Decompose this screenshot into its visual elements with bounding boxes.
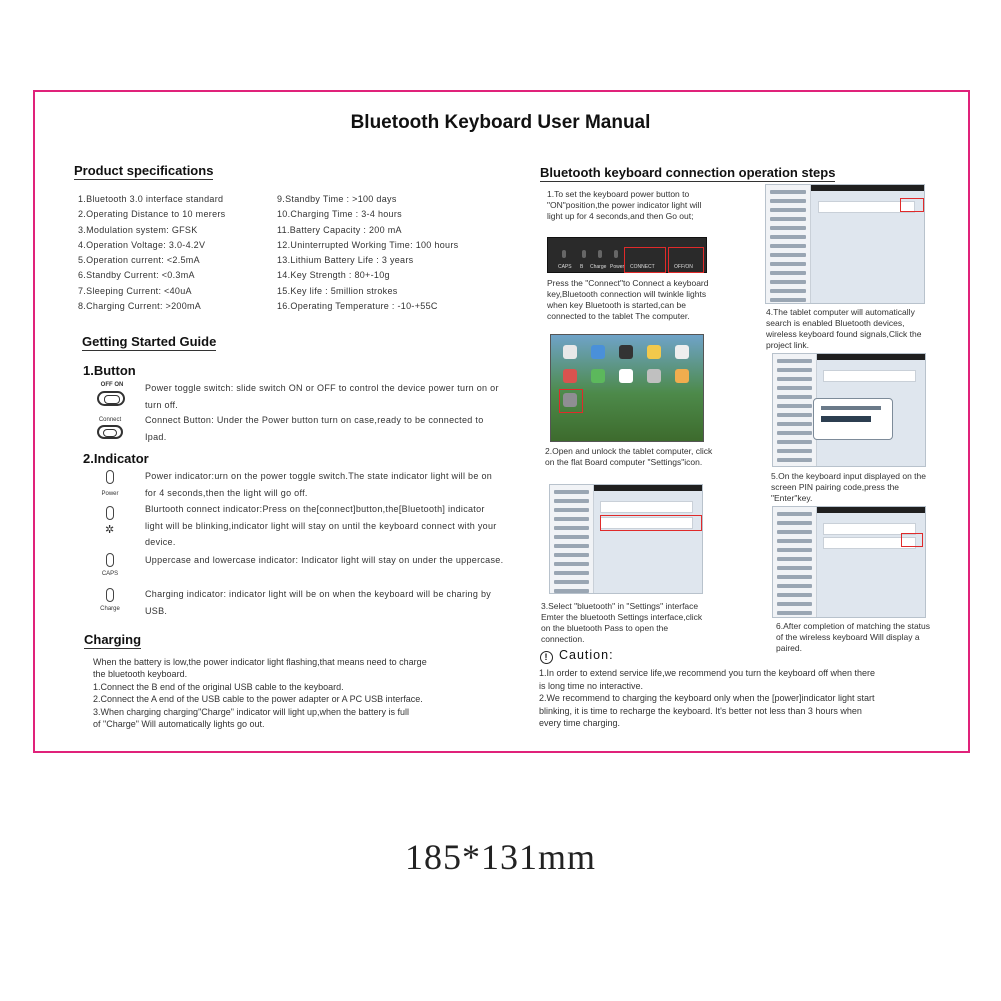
bluetooth-indicator-desc: Blurtooth connect indicator:Press on the[connect]button,the[Bluetooth] indicator light will be blinking,indicator light will stay on until the keyboard connect with your device. — [145, 504, 497, 547]
pin-pairing-screenshot — [772, 353, 926, 467]
caution-line: blinking, it is time to recharge the keyboard. It's better not less than 3 hours when — [539, 705, 862, 716]
paired-status-screenshot — [772, 506, 926, 618]
off-on-label: OFF ON — [100, 382, 124, 388]
charge-led-icon — [106, 588, 114, 602]
charging-heading: Charging — [84, 632, 142, 647]
step-4-text: 4.The tablet computer will automatically search is enabled Bluetooth devices, wireless keyboard found signals,Click the project link. — [766, 307, 922, 350]
device-search-screenshot — [765, 184, 925, 304]
steps-heading: Bluetooth keyboard connection operation steps — [540, 165, 836, 180]
spec-item: 2.Operating Distance to 10 merers — [78, 209, 226, 220]
charging-line: 3.When charging charging"Charge" indicator will light up,when the battery is full — [93, 706, 410, 717]
charge-indicator-desc: Charging indicator: indicator light will be on when the keyboard will be charing by USB. — [145, 589, 492, 616]
caution-text — [539, 667, 875, 730]
power-led-icon — [106, 470, 114, 484]
kbd-label: CONNECT — [630, 264, 655, 270]
caution-line: every time charging. — [539, 718, 621, 729]
kbd-label: CAPS — [558, 264, 572, 270]
power-toggle-desc: Power toggle switch: slide switch ON or OFF to control the device power turn on or turn off. — [145, 383, 499, 410]
guide-heading: Getting Started Guide — [82, 334, 217, 349]
spec-item: 15.Key life : 5million strokes — [277, 285, 398, 296]
spec-item: 10.Charging Time : 3-4 hours — [277, 209, 402, 220]
spec-item: 11.Battery Capacity : 200 mA — [277, 224, 402, 235]
kbd-label: OFF/ON — [674, 264, 693, 270]
spec-item: 5.Operation current: <2.5mA — [78, 255, 200, 266]
keyboard-photo — [547, 237, 707, 273]
bluetooth-led-icon — [106, 506, 114, 520]
charging-text — [93, 656, 427, 730]
charging-line: When the battery is low,the power indicator light flashing,that means need to charge — [93, 657, 427, 667]
caps-label: CAPS — [101, 571, 119, 577]
specs-heading: Product specifications — [74, 163, 214, 178]
spec-item: 14.Key Strength : 80+-10g — [277, 270, 390, 281]
caution-heading — [540, 648, 614, 664]
tablet-home-screenshot — [550, 334, 704, 442]
button-heading: 1.Button — [83, 363, 136, 378]
kbd-label: Power — [610, 264, 625, 270]
caution-line: 1.In order to extend service life,we recommend you turn the keyboard off when there — [539, 668, 876, 678]
manual-title: Bluetooth Keyboard User Manual — [350, 112, 651, 133]
bluetooth-settings-screenshot — [549, 484, 703, 594]
spec-item: 8.Charging Current: >200mA — [78, 301, 202, 312]
step-6-text: 6.After completion of matching the status of the wireless keyboard Will display a paired. — [776, 621, 931, 653]
spec-item: 9.Standby Time : >100 days — [277, 194, 397, 204]
spec-item: 7.Sleeping Current: <40uA — [78, 285, 192, 296]
bluetooth-icon: ✲ — [105, 524, 115, 536]
specs-right-list — [277, 192, 458, 314]
connect-label: Connect — [98, 417, 122, 423]
warning-icon: ! — [540, 651, 553, 664]
caution-label: Caution: — [559, 648, 614, 662]
spec-item: 1.Bluetooth 3.0 interface standard — [78, 194, 224, 204]
caution-line: 2.We recommend to charging the keyboard only when the [power]indicator light start — [539, 693, 875, 704]
spec-item: 12.Uninterrupted Working Time: 100 hours — [277, 239, 459, 250]
power-label: Power — [101, 491, 119, 497]
caps-indicator-desc: Uppercase and lowercase indicator: Indicator light will stay on under the uppercase. — [145, 555, 504, 565]
charging-line: the bluetooth keyboard. — [93, 669, 188, 680]
charge-label: Charge — [100, 606, 120, 612]
press-connect-text: Press the "Connect"to Connect a keyboard key,Bluetooth connection will twinkle lights when key Bluetooth is started,can be connected to the tablet The computer. — [547, 278, 709, 321]
connect-button-icon — [97, 425, 123, 439]
charging-line: 1.Connect the B end of the original USB cable to the keyboard. — [93, 681, 344, 692]
caution-line: is long time no interactive. — [539, 680, 644, 691]
charging-line: 2.Connect the A end of the USB cable to the power adapter or A PC USB interface. — [93, 694, 423, 705]
power-toggle-switch-icon — [97, 391, 125, 406]
specs-left-list — [78, 192, 225, 314]
spec-item: 13.Lithium Battery Life : 3 years — [277, 255, 414, 266]
indicator-heading: 2.Indicator — [83, 451, 149, 466]
charging-line: of "Charge" Will automatically lights go out. — [93, 719, 265, 730]
power-indicator-desc: Power indicator:urn on the power toggle switch.The state indicator light will be on for 4 seconds,then the light will go off. — [145, 471, 493, 498]
spec-item: 16.Operating Temperature : -10-+55C — [277, 301, 438, 312]
kbd-label: Charge — [590, 264, 607, 270]
step-1-text: 1.To set the keyboard power button to "ON"position,the power indicator light will light up for 4 seconds,and then Go out; — [547, 189, 702, 221]
step-2-text: 2.Open and unlock the tablet computer, click on the flat Board computer "Settings"icon. — [545, 446, 713, 467]
step-5-text: 5.On the keyboard input displayed on the screen PIN pairing code,press the "Enter"key. — [771, 471, 926, 503]
kbd-label: B — [580, 264, 584, 270]
dimensions-label: 185*131mm — [404, 837, 596, 877]
caps-led-icon — [106, 553, 114, 567]
spec-item: 3.Modulation system: GFSK — [78, 224, 198, 235]
connect-button-desc: Connect Button: Under the Power button turn on case,ready to be connected to Ipad. — [145, 415, 484, 442]
step-3-text: 3.Select "bluetooth" in "Settings" interface Emter the bluetooth Settings interface,click on the bluetooth Pass to open the connection. — [541, 601, 703, 644]
spec-item: 6.Standby Current: <0.3mA — [78, 270, 195, 281]
spec-item: 4.Operation Voltage: 3.0-4.2V — [78, 239, 206, 250]
